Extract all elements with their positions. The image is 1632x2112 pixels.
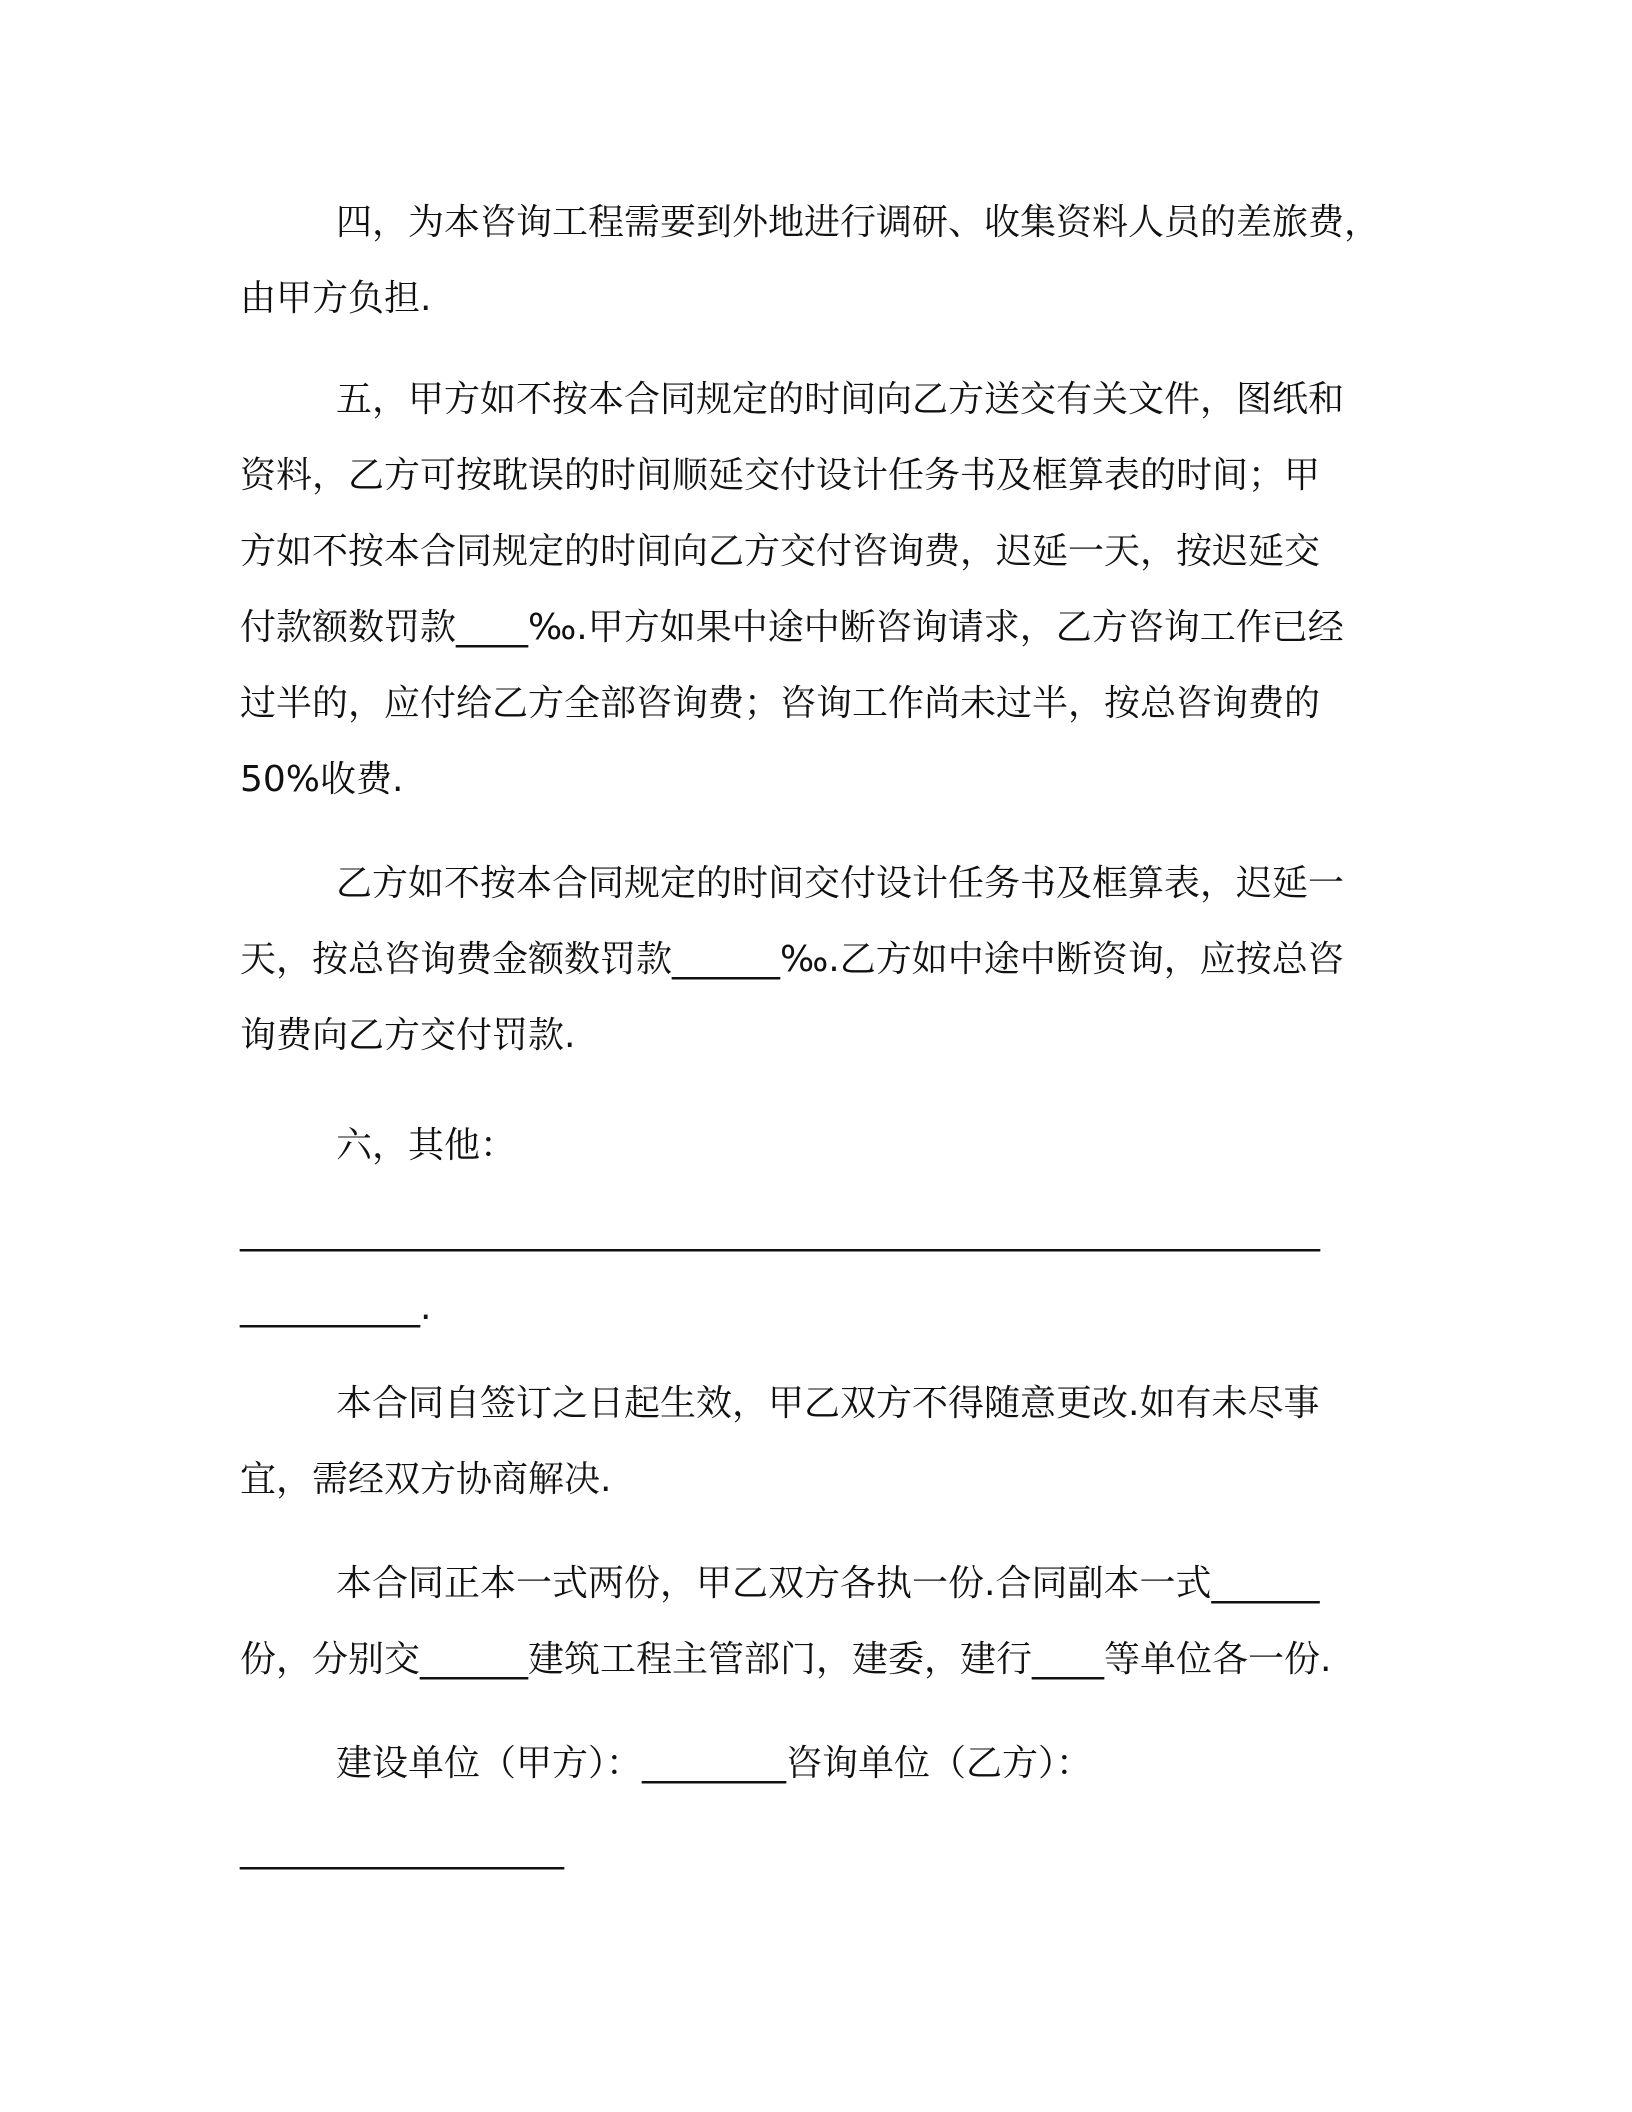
signature-fill-line: __________________ xyxy=(240,1829,564,1870)
text-line: 付款额数罚款____‰.甲方如果中途中断咨询请求，乙方咨询工作已经 xyxy=(240,607,1344,648)
text-line: 本合同正本一式两份，甲乙双方各执一份.合同副本一式______ xyxy=(336,1563,1320,1604)
text-line: 询费向乙方交付罚款. xyxy=(240,1015,576,1056)
text-line: 由甲方负担. xyxy=(240,278,432,319)
text-line: 宜，需经双方协商解决. xyxy=(240,1459,612,1500)
text-line: 份，分别交______建筑工程主管部门，建委，建行____等单位各一份. xyxy=(240,1639,1332,1680)
fill-line: __________. xyxy=(240,1287,432,1328)
text-line: 六，其他： xyxy=(336,1125,517,1166)
text-line: 资料，乙方可按耽误的时间顺延交付设计任务书及框算表的时间；甲 xyxy=(240,455,1321,496)
text-line: 过半的，应付给乙方全部咨询费；咨询工作尚未过半，按总咨询费的 xyxy=(240,683,1321,724)
text-line: 本合同自签订之日起生效，甲乙双方不得随意更改.如有未尽事 xyxy=(336,1383,1320,1424)
text-line: 四，为本咨询工程需要到外地进行调研、收集资料人员的差旅费， xyxy=(336,202,1381,243)
text-line: 天，按总咨询费金额数罚款______‰.乙方如中途中断资询，应按总咨 xyxy=(240,939,1344,980)
fill-line: ____________________________________________________________ xyxy=(240,1211,1320,1252)
signature-line: 建设单位（甲方）：________咨询单位（乙方）： xyxy=(336,1743,1093,1784)
text-line: 50%收费. xyxy=(240,759,404,800)
text-line: 五，甲方如不按本合同规定的时间向乙方送交有关文件，图纸和 xyxy=(336,379,1345,420)
text-line: 方如不按本合同规定的时间向乙方交付咨询费，迟延一天，按迟延交 xyxy=(240,531,1321,572)
text-line: 乙方如不按本合同规定的时间交付设计任务书及框算表，迟延一 xyxy=(336,863,1345,904)
